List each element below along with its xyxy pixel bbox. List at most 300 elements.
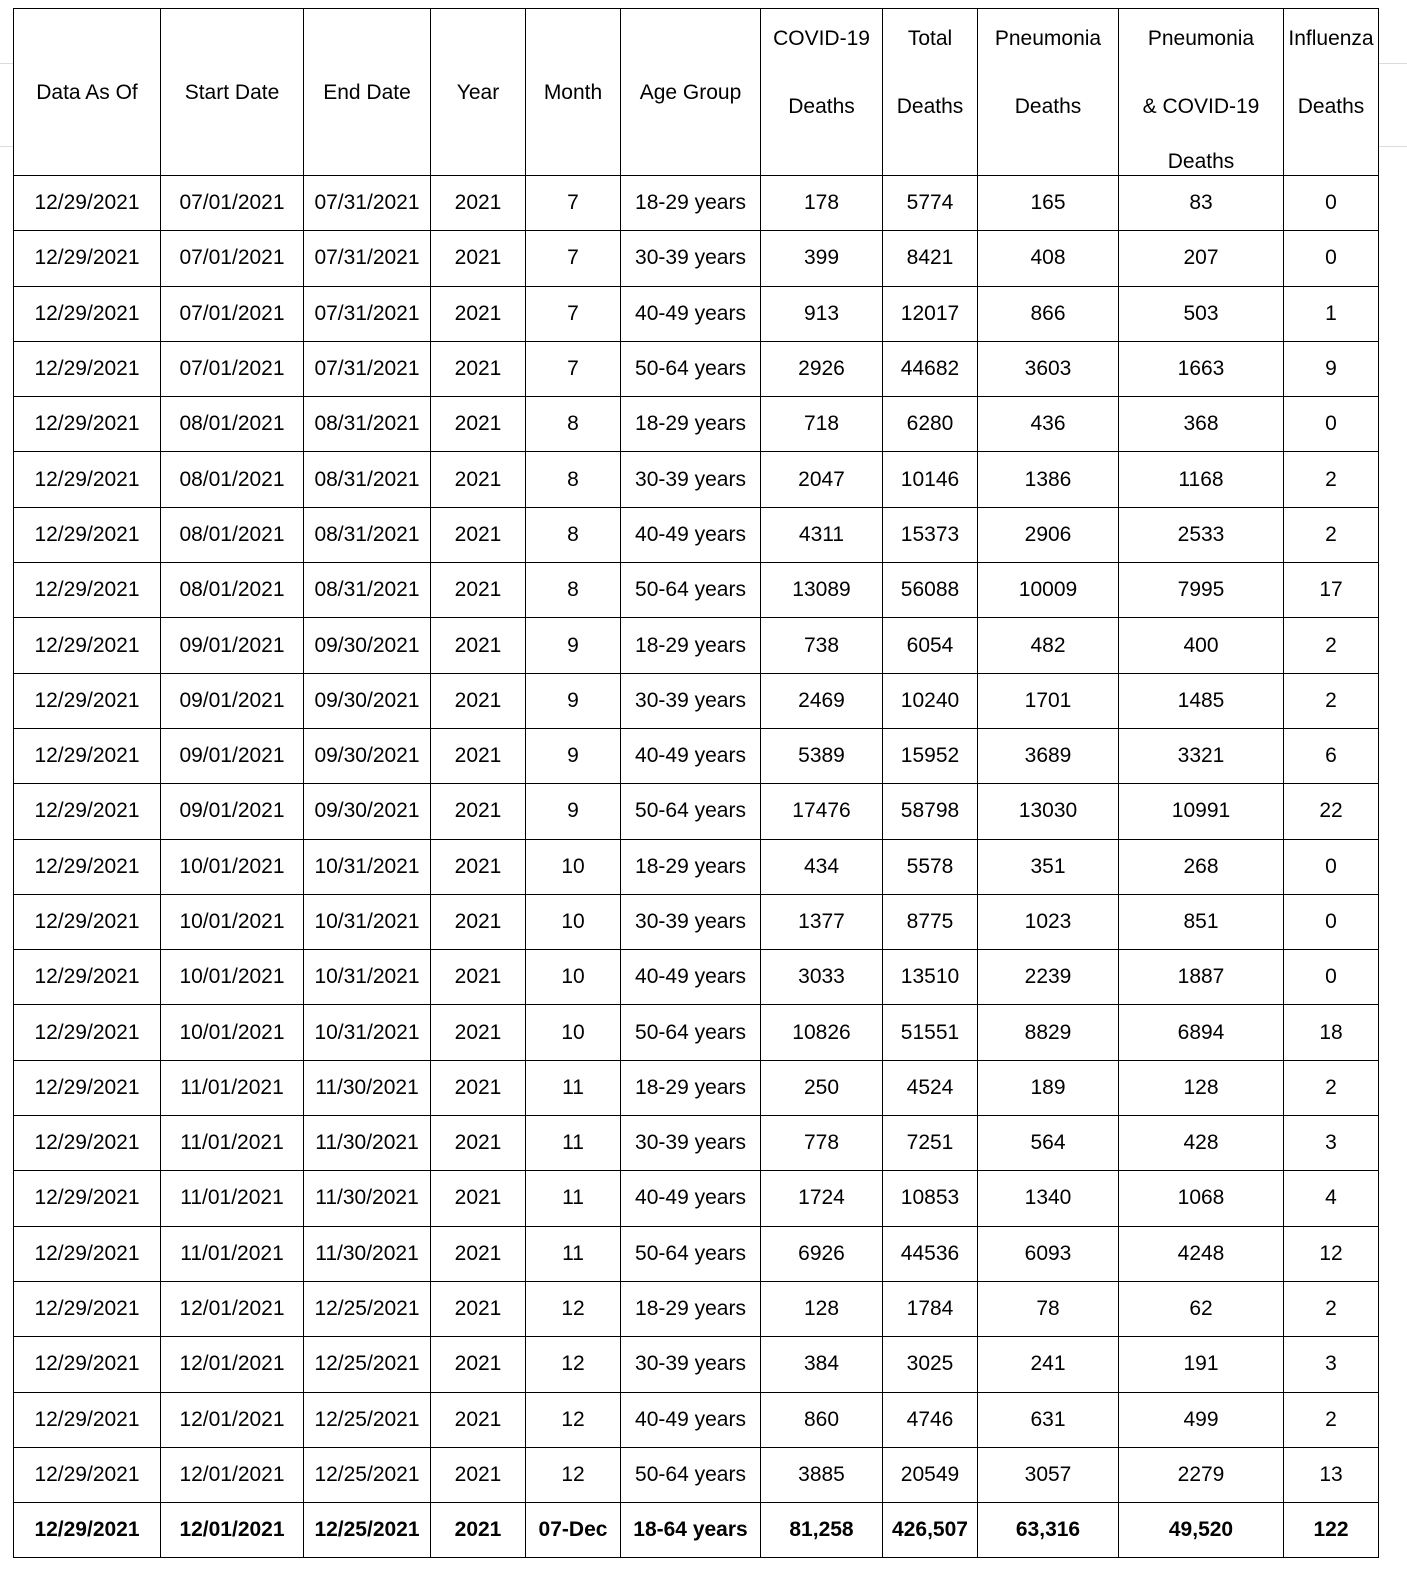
total-cell-influenza-deaths[interactable]: 122 bbox=[1284, 1503, 1379, 1558]
cell-data-as-of[interactable]: 12/29/2021 bbox=[14, 563, 161, 618]
table-row bbox=[14, 176, 1379, 231]
cell-month[interactable]: 12 bbox=[526, 1392, 621, 1447]
cell-pneumonia-covid-deaths[interactable]: 499 bbox=[1119, 1392, 1284, 1447]
cell-influenza-deaths[interactable]: 22 bbox=[1284, 784, 1379, 839]
cell-total-deaths[interactable]: 56088 bbox=[883, 563, 978, 618]
cell-data-as-of[interactable]: 12/29/2021 bbox=[14, 728, 161, 783]
cell-data-as-of[interactable]: 12/29/2021 bbox=[14, 1337, 161, 1392]
cell-data-as-of[interactable]: 12/29/2021 bbox=[14, 1447, 161, 1502]
cell-pneumonia-covid-deaths[interactable]: 851 bbox=[1119, 894, 1284, 949]
cell-influenza-deaths[interactable]: 0 bbox=[1284, 176, 1379, 231]
cell-year[interactable]: 2021 bbox=[431, 1392, 526, 1447]
cell-age-group[interactable]: 50-64 years bbox=[621, 341, 761, 396]
cell-month[interactable]: 11 bbox=[526, 1116, 621, 1171]
cell-pneumonia-covid-deaths[interactable]: 83 bbox=[1119, 176, 1284, 231]
cell-age-group[interactable]: 40-49 years bbox=[621, 1171, 761, 1226]
cell-data-as-of[interactable]: 12/29/2021 bbox=[14, 618, 161, 673]
cell-covid-deaths[interactable]: 4311 bbox=[761, 507, 883, 562]
cell-end-date[interactable]: 07/31/2021 bbox=[304, 341, 431, 396]
cell-month[interactable]: 7 bbox=[526, 231, 621, 286]
cell-pneumonia-covid-deaths[interactable]: 6894 bbox=[1119, 1005, 1284, 1060]
cell-month[interactable]: 7 bbox=[526, 341, 621, 396]
cell-influenza-deaths[interactable]: 0 bbox=[1284, 397, 1379, 452]
cell-age-group[interactable]: 18-29 years bbox=[621, 397, 761, 452]
table-row bbox=[14, 1337, 1379, 1392]
cell-data-as-of[interactable]: 12/29/2021 bbox=[14, 894, 161, 949]
cell-data-as-of[interactable]: 12/29/2021 bbox=[14, 176, 161, 231]
cell-pneumonia-deaths[interactable]: 2239 bbox=[978, 950, 1119, 1005]
cell-pneumonia-covid-deaths[interactable]: 503 bbox=[1119, 286, 1284, 341]
cell-year[interactable]: 2021 bbox=[431, 1171, 526, 1226]
cell-influenza-deaths[interactable]: 3 bbox=[1284, 1337, 1379, 1392]
cell-total-deaths[interactable]: 10853 bbox=[883, 1171, 978, 1226]
cell-start-date[interactable]: 08/01/2021 bbox=[161, 452, 304, 507]
cell-influenza-deaths[interactable]: 2 bbox=[1284, 673, 1379, 728]
cell-year[interactable]: 2021 bbox=[431, 950, 526, 1005]
cell-end-date[interactable]: 11/30/2021 bbox=[304, 1116, 431, 1171]
cell-covid-deaths[interactable]: 399 bbox=[761, 231, 883, 286]
total-cell-month[interactable]: 07-Dec bbox=[526, 1503, 621, 1558]
cell-data-as-of[interactable]: 12/29/2021 bbox=[14, 1392, 161, 1447]
cell-covid-deaths[interactable]: 1724 bbox=[761, 1171, 883, 1226]
cell-covid-deaths[interactable]: 5389 bbox=[761, 728, 883, 783]
cell-year[interactable]: 2021 bbox=[431, 1060, 526, 1115]
cell-influenza-deaths[interactable]: 3 bbox=[1284, 1116, 1379, 1171]
cell-age-group[interactable]: 18-29 years bbox=[621, 176, 761, 231]
cell-start-date[interactable]: 07/01/2021 bbox=[161, 231, 304, 286]
cell-month[interactable]: 9 bbox=[526, 784, 621, 839]
table-row bbox=[14, 563, 1379, 618]
cell-end-date[interactable]: 08/31/2021 bbox=[304, 563, 431, 618]
cell-start-date[interactable]: 07/01/2021 bbox=[161, 341, 304, 396]
cell-total-deaths[interactable]: 15952 bbox=[883, 728, 978, 783]
cell-month[interactable]: 12 bbox=[526, 1281, 621, 1336]
cell-age-group[interactable]: 40-49 years bbox=[621, 286, 761, 341]
cell-end-date[interactable]: 12/25/2021 bbox=[304, 1281, 431, 1336]
cell-start-date[interactable]: 08/01/2021 bbox=[161, 397, 304, 452]
cell-year[interactable]: 2021 bbox=[431, 397, 526, 452]
cell-covid-deaths[interactable]: 738 bbox=[761, 618, 883, 673]
cell-age-group[interactable]: 50-64 years bbox=[621, 1447, 761, 1502]
cell-month[interactable]: 7 bbox=[526, 176, 621, 231]
cell-start-date[interactable]: 10/01/2021 bbox=[161, 950, 304, 1005]
total-cell-covid-deaths[interactable]: 81,258 bbox=[761, 1503, 883, 1558]
cell-end-date[interactable]: 08/31/2021 bbox=[304, 507, 431, 562]
cell-data-as-of[interactable]: 12/29/2021 bbox=[14, 1116, 161, 1171]
table-row bbox=[14, 1116, 1379, 1171]
cell-total-deaths[interactable]: 6054 bbox=[883, 618, 978, 673]
cell-pneumonia-deaths[interactable]: 564 bbox=[978, 1116, 1119, 1171]
cell-end-date[interactable]: 07/31/2021 bbox=[304, 176, 431, 231]
cell-year[interactable]: 2021 bbox=[431, 176, 526, 231]
cell-year[interactable]: 2021 bbox=[431, 1116, 526, 1171]
cell-end-date[interactable]: 12/25/2021 bbox=[304, 1447, 431, 1502]
total-cell-pneumonia-covid-deaths[interactable]: 49,520 bbox=[1119, 1503, 1284, 1558]
cell-pneumonia-deaths[interactable]: 482 bbox=[978, 618, 1119, 673]
cell-start-date[interactable]: 09/01/2021 bbox=[161, 728, 304, 783]
cell-data-as-of[interactable]: 12/29/2021 bbox=[14, 1281, 161, 1336]
cell-end-date[interactable]: 10/31/2021 bbox=[304, 894, 431, 949]
cell-start-date[interactable]: 10/01/2021 bbox=[161, 1005, 304, 1060]
cell-covid-deaths[interactable]: 6926 bbox=[761, 1226, 883, 1281]
cell-covid-deaths[interactable]: 178 bbox=[761, 176, 883, 231]
cell-year[interactable]: 2021 bbox=[431, 1447, 526, 1502]
cell-year[interactable]: 2021 bbox=[431, 1005, 526, 1060]
cell-month[interactable]: 8 bbox=[526, 452, 621, 507]
table-row bbox=[14, 784, 1379, 839]
header-year[interactable]: Year bbox=[431, 9, 526, 176]
cell-pneumonia-covid-deaths[interactable]: 400 bbox=[1119, 618, 1284, 673]
cell-pneumonia-covid-deaths[interactable]: 4248 bbox=[1119, 1226, 1284, 1281]
table-row bbox=[14, 452, 1379, 507]
cell-start-date[interactable]: 10/01/2021 bbox=[161, 839, 304, 894]
cell-data-as-of[interactable]: 12/29/2021 bbox=[14, 1060, 161, 1115]
cell-covid-deaths[interactable]: 1377 bbox=[761, 894, 883, 949]
cell-total-deaths[interactable]: 15373 bbox=[883, 507, 978, 562]
cell-influenza-deaths[interactable]: 9 bbox=[1284, 341, 1379, 396]
cell-total-deaths[interactable]: 5578 bbox=[883, 839, 978, 894]
cell-pneumonia-deaths[interactable]: 1340 bbox=[978, 1171, 1119, 1226]
cell-start-date[interactable]: 11/01/2021 bbox=[161, 1116, 304, 1171]
cell-pneumonia-deaths[interactable]: 6093 bbox=[978, 1226, 1119, 1281]
cell-influenza-deaths[interactable]: 2 bbox=[1284, 1281, 1379, 1336]
cell-end-date[interactable]: 09/30/2021 bbox=[304, 784, 431, 839]
cell-covid-deaths[interactable]: 3033 bbox=[761, 950, 883, 1005]
cell-age-group[interactable]: 30-39 years bbox=[621, 673, 761, 728]
cell-total-deaths[interactable]: 3025 bbox=[883, 1337, 978, 1392]
cell-start-date[interactable]: 10/01/2021 bbox=[161, 894, 304, 949]
cell-covid-deaths[interactable]: 17476 bbox=[761, 784, 883, 839]
cell-age-group[interactable]: 40-49 years bbox=[621, 950, 761, 1005]
cell-month[interactable]: 10 bbox=[526, 1005, 621, 1060]
cell-pneumonia-covid-deaths[interactable]: 1887 bbox=[1119, 950, 1284, 1005]
cell-influenza-deaths[interactable]: 0 bbox=[1284, 839, 1379, 894]
total-row bbox=[14, 1503, 1379, 1558]
cell-month[interactable]: 9 bbox=[526, 728, 621, 783]
cell-data-as-of[interactable]: 12/29/2021 bbox=[14, 950, 161, 1005]
cell-end-date[interactable]: 10/31/2021 bbox=[304, 1005, 431, 1060]
cell-age-group[interactable]: 18-29 years bbox=[621, 839, 761, 894]
cell-pneumonia-deaths[interactable]: 408 bbox=[978, 231, 1119, 286]
cell-age-group[interactable]: 18-29 years bbox=[621, 1060, 761, 1115]
cell-month[interactable]: 11 bbox=[526, 1171, 621, 1226]
cell-age-group[interactable]: 18-29 years bbox=[621, 1281, 761, 1336]
cell-influenza-deaths[interactable]: 2 bbox=[1284, 507, 1379, 562]
cell-month[interactable]: 9 bbox=[526, 673, 621, 728]
cell-data-as-of[interactable]: 12/29/2021 bbox=[14, 1171, 161, 1226]
cell-age-group[interactable]: 50-64 years bbox=[621, 1005, 761, 1060]
cell-total-deaths[interactable]: 44536 bbox=[883, 1226, 978, 1281]
cell-total-deaths[interactable]: 13510 bbox=[883, 950, 978, 1005]
cell-end-date[interactable]: 10/31/2021 bbox=[304, 950, 431, 1005]
cell-total-deaths[interactable]: 7251 bbox=[883, 1116, 978, 1171]
cell-pneumonia-covid-deaths[interactable]: 428 bbox=[1119, 1116, 1284, 1171]
cell-covid-deaths[interactable]: 913 bbox=[761, 286, 883, 341]
cell-age-group[interactable]: 50-64 years bbox=[621, 563, 761, 618]
cell-pneumonia-deaths[interactable]: 1701 bbox=[978, 673, 1119, 728]
cell-end-date[interactable]: 08/31/2021 bbox=[304, 452, 431, 507]
cell-age-group[interactable]: 50-64 years bbox=[621, 784, 761, 839]
cell-month[interactable]: 7 bbox=[526, 286, 621, 341]
cell-age-group[interactable]: 40-49 years bbox=[621, 728, 761, 783]
cell-pneumonia-covid-deaths[interactable]: 3321 bbox=[1119, 728, 1284, 783]
cell-data-as-of[interactable]: 12/29/2021 bbox=[14, 507, 161, 562]
cell-pneumonia-deaths[interactable]: 1386 bbox=[978, 452, 1119, 507]
cell-age-group[interactable]: 30-39 years bbox=[621, 1337, 761, 1392]
cell-total-deaths[interactable]: 12017 bbox=[883, 286, 978, 341]
total-cell-pneumonia-deaths[interactable]: 63,316 bbox=[978, 1503, 1119, 1558]
cell-start-date[interactable]: 08/01/2021 bbox=[161, 507, 304, 562]
cell-covid-deaths[interactable]: 128 bbox=[761, 1281, 883, 1336]
cell-total-deaths[interactable]: 4524 bbox=[883, 1060, 978, 1115]
table-row bbox=[14, 673, 1379, 728]
cell-total-deaths[interactable]: 10240 bbox=[883, 673, 978, 728]
cell-pneumonia-deaths[interactable]: 8829 bbox=[978, 1005, 1119, 1060]
cell-pneumonia-deaths[interactable]: 631 bbox=[978, 1392, 1119, 1447]
cell-influenza-deaths[interactable]: 18 bbox=[1284, 1005, 1379, 1060]
header-covid-deaths[interactable]: COVID-19 Deaths bbox=[761, 9, 883, 176]
cell-start-date[interactable]: 07/01/2021 bbox=[161, 286, 304, 341]
cell-year[interactable]: 2021 bbox=[431, 452, 526, 507]
header-data-as-of[interactable]: Data As Of bbox=[14, 9, 161, 176]
cell-year[interactable]: 2021 bbox=[431, 231, 526, 286]
cell-month[interactable]: 12 bbox=[526, 1337, 621, 1392]
cell-pneumonia-deaths[interactable]: 3603 bbox=[978, 341, 1119, 396]
cell-year[interactable]: 2021 bbox=[431, 728, 526, 783]
cell-end-date[interactable]: 11/30/2021 bbox=[304, 1226, 431, 1281]
header-pneumonia-deaths[interactable]: Pneumonia Deaths bbox=[978, 9, 1119, 176]
cell-covid-deaths[interactable]: 3885 bbox=[761, 1447, 883, 1502]
cell-data-as-of[interactable]: 12/29/2021 bbox=[14, 452, 161, 507]
cell-year[interactable]: 2021 bbox=[431, 894, 526, 949]
cell-influenza-deaths[interactable]: 0 bbox=[1284, 894, 1379, 949]
cell-start-date[interactable]: 07/01/2021 bbox=[161, 176, 304, 231]
cell-pneumonia-covid-deaths[interactable]: 1168 bbox=[1119, 452, 1284, 507]
total-cell-year[interactable]: 2021 bbox=[431, 1503, 526, 1558]
cell-start-date[interactable]: 11/01/2021 bbox=[161, 1171, 304, 1226]
cell-total-deaths[interactable]: 1784 bbox=[883, 1281, 978, 1336]
cell-start-date[interactable]: 12/01/2021 bbox=[161, 1447, 304, 1502]
cell-start-date[interactable]: 11/01/2021 bbox=[161, 1060, 304, 1115]
cell-pneumonia-deaths[interactable]: 189 bbox=[978, 1060, 1119, 1115]
cell-covid-deaths[interactable]: 434 bbox=[761, 839, 883, 894]
cell-influenza-deaths[interactable]: 2 bbox=[1284, 618, 1379, 673]
cell-end-date[interactable]: 12/25/2021 bbox=[304, 1392, 431, 1447]
cell-age-group[interactable]: 18-29 years bbox=[621, 618, 761, 673]
cell-pneumonia-covid-deaths[interactable]: 62 bbox=[1119, 1281, 1284, 1336]
cell-data-as-of[interactable]: 12/29/2021 bbox=[14, 231, 161, 286]
cell-month[interactable]: 8 bbox=[526, 507, 621, 562]
cell-data-as-of[interactable]: 12/29/2021 bbox=[14, 784, 161, 839]
cell-data-as-of[interactable]: 12/29/2021 bbox=[14, 1226, 161, 1281]
header-month[interactable]: Month bbox=[526, 9, 621, 176]
cell-month[interactable]: 11 bbox=[526, 1060, 621, 1115]
cell-pneumonia-deaths[interactable]: 2906 bbox=[978, 507, 1119, 562]
cell-pneumonia-deaths[interactable]: 1023 bbox=[978, 894, 1119, 949]
cell-influenza-deaths[interactable]: 4 bbox=[1284, 1171, 1379, 1226]
cell-age-group[interactable]: 40-49 years bbox=[621, 1392, 761, 1447]
header-total-deaths[interactable]: Total Deaths bbox=[883, 9, 978, 176]
cell-end-date[interactable]: 09/30/2021 bbox=[304, 618, 431, 673]
cell-covid-deaths[interactable]: 2469 bbox=[761, 673, 883, 728]
cell-year[interactable]: 2021 bbox=[431, 618, 526, 673]
cell-pneumonia-covid-deaths[interactable]: 1068 bbox=[1119, 1171, 1284, 1226]
cell-data-as-of[interactable]: 12/29/2021 bbox=[14, 341, 161, 396]
cell-age-group[interactable]: 50-64 years bbox=[621, 1226, 761, 1281]
cell-influenza-deaths[interactable]: 0 bbox=[1284, 231, 1379, 286]
cell-data-as-of[interactable]: 12/29/2021 bbox=[14, 397, 161, 452]
cell-pneumonia-covid-deaths[interactable]: 2533 bbox=[1119, 507, 1284, 562]
cell-influenza-deaths[interactable]: 6 bbox=[1284, 728, 1379, 783]
cell-pneumonia-deaths[interactable]: 10009 bbox=[978, 563, 1119, 618]
cell-year[interactable]: 2021 bbox=[431, 507, 526, 562]
cell-pneumonia-deaths[interactable]: 13030 bbox=[978, 784, 1119, 839]
cell-month[interactable]: 12 bbox=[526, 1447, 621, 1502]
cell-end-date[interactable]: 07/31/2021 bbox=[304, 286, 431, 341]
cell-pneumonia-deaths[interactable]: 436 bbox=[978, 397, 1119, 452]
header-influenza-deaths[interactable]: Influenza Deaths bbox=[1284, 9, 1379, 176]
cell-start-date[interactable]: 11/01/2021 bbox=[161, 1226, 304, 1281]
cell-pneumonia-covid-deaths[interactable]: 368 bbox=[1119, 397, 1284, 452]
cell-influenza-deaths[interactable]: 1 bbox=[1284, 286, 1379, 341]
cell-start-date[interactable]: 08/01/2021 bbox=[161, 563, 304, 618]
cell-year[interactable]: 2021 bbox=[431, 286, 526, 341]
cell-pneumonia-deaths[interactable]: 165 bbox=[978, 176, 1119, 231]
cell-start-date[interactable]: 09/01/2021 bbox=[161, 618, 304, 673]
cell-month[interactable]: 10 bbox=[526, 894, 621, 949]
cell-influenza-deaths[interactable]: 0 bbox=[1284, 950, 1379, 1005]
cell-month[interactable]: 8 bbox=[526, 397, 621, 452]
cell-year[interactable]: 2021 bbox=[431, 673, 526, 728]
cell-year[interactable]: 2021 bbox=[431, 839, 526, 894]
cell-covid-deaths[interactable]: 778 bbox=[761, 1116, 883, 1171]
header-pneumonia-covid-deaths[interactable]: Pneumonia & COVID-19 Deaths bbox=[1119, 9, 1284, 176]
table-row bbox=[14, 507, 1379, 562]
cell-influenza-deaths[interactable]: 17 bbox=[1284, 563, 1379, 618]
cell-end-date[interactable]: 10/31/2021 bbox=[304, 839, 431, 894]
cell-influenza-deaths[interactable]: 13 bbox=[1284, 1447, 1379, 1502]
cell-pneumonia-deaths[interactable]: 3057 bbox=[978, 1447, 1119, 1502]
cell-total-deaths[interactable]: 8421 bbox=[883, 231, 978, 286]
header-age-group[interactable]: Age Group bbox=[621, 9, 761, 176]
cell-year[interactable]: 2021 bbox=[431, 784, 526, 839]
cell-age-group[interactable]: 40-49 years bbox=[621, 507, 761, 562]
cell-pneumonia-deaths[interactable]: 866 bbox=[978, 286, 1119, 341]
cell-month[interactable]: 10 bbox=[526, 950, 621, 1005]
cell-age-group[interactable]: 30-39 years bbox=[621, 894, 761, 949]
cell-pneumonia-deaths[interactable]: 78 bbox=[978, 1281, 1119, 1336]
cell-year[interactable]: 2021 bbox=[431, 1337, 526, 1392]
cell-covid-deaths[interactable]: 13089 bbox=[761, 563, 883, 618]
cell-pneumonia-covid-deaths[interactable]: 1485 bbox=[1119, 673, 1284, 728]
cell-total-deaths[interactable]: 51551 bbox=[883, 1005, 978, 1060]
cell-end-date[interactable]: 11/30/2021 bbox=[304, 1171, 431, 1226]
cell-data-as-of[interactable]: 12/29/2021 bbox=[14, 673, 161, 728]
cell-end-date[interactable]: 07/31/2021 bbox=[304, 231, 431, 286]
cell-covid-deaths[interactable]: 250 bbox=[761, 1060, 883, 1115]
cell-total-deaths[interactable]: 44682 bbox=[883, 341, 978, 396]
cell-end-date[interactable]: 08/31/2021 bbox=[304, 397, 431, 452]
cell-influenza-deaths[interactable]: 2 bbox=[1284, 1392, 1379, 1447]
header-row bbox=[14, 9, 1379, 176]
cell-end-date[interactable]: 09/30/2021 bbox=[304, 673, 431, 728]
cell-start-date[interactable]: 12/01/2021 bbox=[161, 1281, 304, 1336]
total-cell-end-date[interactable]: 12/25/2021 bbox=[304, 1503, 431, 1558]
cell-end-date[interactable]: 09/30/2021 bbox=[304, 728, 431, 783]
cell-start-date[interactable]: 09/01/2021 bbox=[161, 673, 304, 728]
cell-year[interactable]: 2021 bbox=[431, 341, 526, 396]
cell-pneumonia-covid-deaths[interactable]: 128 bbox=[1119, 1060, 1284, 1115]
cell-start-date[interactable]: 09/01/2021 bbox=[161, 784, 304, 839]
total-cell-age-group[interactable]: 18-64 years bbox=[621, 1503, 761, 1558]
cell-pneumonia-covid-deaths[interactable]: 191 bbox=[1119, 1337, 1284, 1392]
cell-pneumonia-deaths[interactable]: 241 bbox=[978, 1337, 1119, 1392]
cell-total-deaths[interactable]: 5774 bbox=[883, 176, 978, 231]
cell-age-group[interactable]: 30-39 years bbox=[621, 452, 761, 507]
cell-total-deaths[interactable]: 10146 bbox=[883, 452, 978, 507]
cell-covid-deaths[interactable]: 2926 bbox=[761, 341, 883, 396]
cell-pneumonia-covid-deaths[interactable]: 7995 bbox=[1119, 563, 1284, 618]
total-cell-total-deaths[interactable]: 426,507 bbox=[883, 1503, 978, 1558]
cell-total-deaths[interactable]: 58798 bbox=[883, 784, 978, 839]
cell-pneumonia-covid-deaths[interactable]: 207 bbox=[1119, 231, 1284, 286]
cell-pneumonia-deaths[interactable]: 351 bbox=[978, 839, 1119, 894]
cell-covid-deaths[interactable]: 860 bbox=[761, 1392, 883, 1447]
total-cell-data-as-of[interactable]: 12/29/2021 bbox=[14, 1503, 161, 1558]
cell-pneumonia-covid-deaths[interactable]: 10991 bbox=[1119, 784, 1284, 839]
cell-start-date[interactable]: 12/01/2021 bbox=[161, 1392, 304, 1447]
cell-month[interactable]: 8 bbox=[526, 563, 621, 618]
cell-start-date[interactable]: 12/01/2021 bbox=[161, 1337, 304, 1392]
cell-age-group[interactable]: 30-39 years bbox=[621, 1116, 761, 1171]
table-row bbox=[14, 1171, 1379, 1226]
cell-influenza-deaths[interactable]: 2 bbox=[1284, 452, 1379, 507]
cell-data-as-of[interactable]: 12/29/2021 bbox=[14, 839, 161, 894]
cell-end-date[interactable]: 11/30/2021 bbox=[304, 1060, 431, 1115]
cell-year[interactable]: 2021 bbox=[431, 1226, 526, 1281]
cell-covid-deaths[interactable]: 2047 bbox=[761, 452, 883, 507]
cell-age-group[interactable]: 30-39 years bbox=[621, 231, 761, 286]
cell-total-deaths[interactable]: 20549 bbox=[883, 1447, 978, 1502]
cell-pneumonia-deaths[interactable]: 3689 bbox=[978, 728, 1119, 783]
cell-year[interactable]: 2021 bbox=[431, 1281, 526, 1336]
cell-month[interactable]: 11 bbox=[526, 1226, 621, 1281]
cell-month[interactable]: 10 bbox=[526, 839, 621, 894]
cell-pneumonia-covid-deaths[interactable]: 1663 bbox=[1119, 341, 1284, 396]
cell-pneumonia-covid-deaths[interactable]: 2279 bbox=[1119, 1447, 1284, 1502]
cell-covid-deaths[interactable]: 384 bbox=[761, 1337, 883, 1392]
table-row bbox=[14, 1226, 1379, 1281]
cell-covid-deaths[interactable]: 10826 bbox=[761, 1005, 883, 1060]
cell-data-as-of[interactable]: 12/29/2021 bbox=[14, 286, 161, 341]
cell-total-deaths[interactable]: 4746 bbox=[883, 1392, 978, 1447]
cell-year[interactable]: 2021 bbox=[431, 563, 526, 618]
header-end-date[interactable]: End Date bbox=[304, 9, 431, 176]
cell-pneumonia-covid-deaths[interactable]: 268 bbox=[1119, 839, 1284, 894]
cell-end-date[interactable]: 12/25/2021 bbox=[304, 1337, 431, 1392]
total-cell-start-date[interactable]: 12/01/2021 bbox=[161, 1503, 304, 1558]
cell-month[interactable]: 9 bbox=[526, 618, 621, 673]
cell-total-deaths[interactable]: 8775 bbox=[883, 894, 978, 949]
cell-influenza-deaths[interactable]: 12 bbox=[1284, 1226, 1379, 1281]
table-row bbox=[14, 231, 1379, 286]
cell-data-as-of[interactable]: 12/29/2021 bbox=[14, 1005, 161, 1060]
cell-covid-deaths[interactable]: 718 bbox=[761, 397, 883, 452]
cell-total-deaths[interactable]: 6280 bbox=[883, 397, 978, 452]
cell-influenza-deaths[interactable]: 2 bbox=[1284, 1060, 1379, 1115]
table-row bbox=[14, 341, 1379, 396]
header-start-date[interactable]: Start Date bbox=[161, 9, 304, 176]
